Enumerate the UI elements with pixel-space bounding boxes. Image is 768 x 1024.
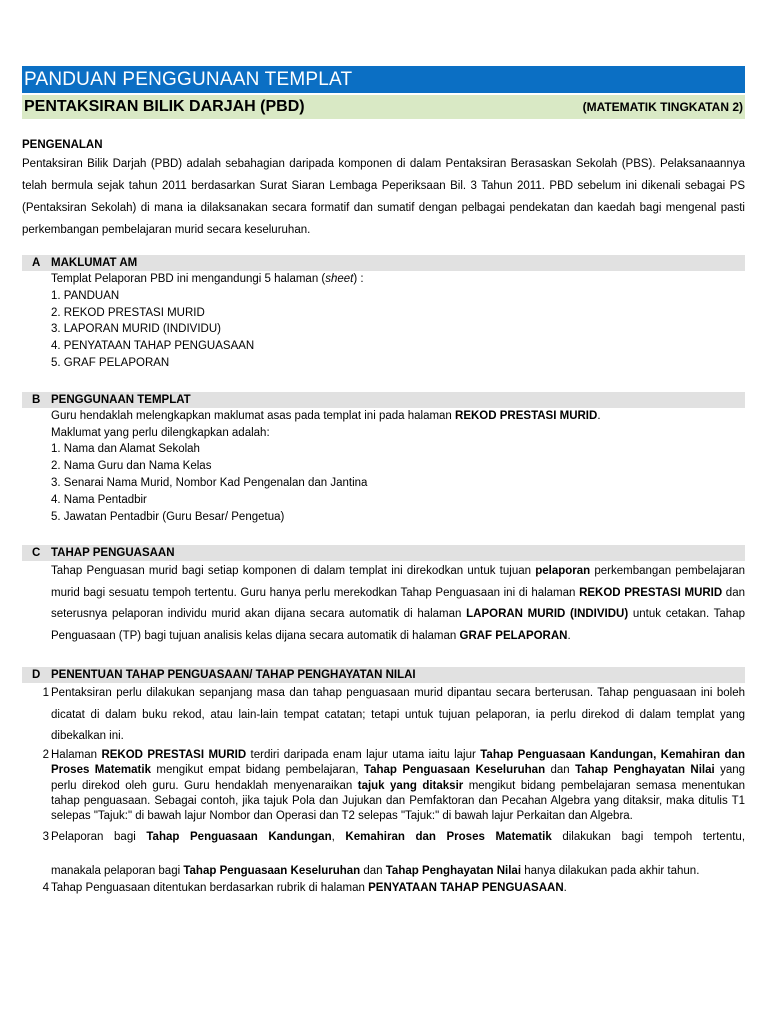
section-d-item-4 — [22, 880, 745, 896]
item-number: 2 — [42, 748, 49, 761]
section-a-intro-post: ) : — [353, 273, 364, 285]
section-c-header — [22, 545, 745, 561]
document-page — [22, 66, 745, 896]
item-bold: tajuk yang ditaksir — [357, 779, 464, 792]
section-c-text-5: . — [567, 629, 571, 642]
section-d — [22, 667, 745, 896]
document-title: PANDUAN PENGGUNAAN TEMPLAT — [22, 66, 745, 93]
section-b-line1-post: . — [597, 409, 601, 422]
section-c-bold-1: pelaporan — [535, 565, 591, 578]
item-text: . — [563, 881, 567, 894]
section-a-intro — [51, 271, 745, 288]
section-b-line2: Maklumat yang perlu dilengkapkan adalah: — [51, 426, 270, 439]
item-text: mengikut empat bidang pembelajaran, — [150, 764, 364, 777]
subtitle-text: PENTAKSIRAN BILIK DARJAH (PBD) — [24, 98, 305, 115]
section-d-item-1 — [22, 683, 745, 748]
item-bold: PENYATAAN TAHAP PENGUASAAN — [368, 881, 564, 894]
list-item: 3. Senarai Nama Murid, Nombor Kad Pengenalan dan Jantina — [51, 476, 368, 489]
section-d-item-2 — [22, 748, 745, 825]
section-c-bold-3: LAPORAN MURID (INDIVIDU) — [466, 608, 629, 621]
section-b-line1-pre: Guru hendaklah melengkapkan maklumat asas pada templat ini pada halaman — [51, 409, 456, 422]
subject-label: (MATEMATIK TINGKATAN 2) — [582, 100, 743, 114]
item-line-1 — [51, 825, 745, 846]
list-item: 5. GRAF PELAPORAN — [51, 356, 170, 369]
item-bold: Tahap Penguasaan Keseluruhan — [363, 764, 546, 777]
item-text: Halaman — [51, 748, 102, 761]
item-number: 3 — [42, 830, 49, 843]
section-b-letter: B — [32, 393, 41, 406]
section-c — [22, 545, 745, 647]
item-text: terdiri daripada enam lajur utama iaitu lajur — [246, 748, 481, 761]
list-item: 4. PENYATAAN TAHAP PENGUASAAN — [51, 340, 255, 353]
item-bold: Tahap Penguasaan Kandungan — [146, 830, 332, 843]
item-text: Pelaporan bagi — [51, 830, 147, 843]
section-b-line1 — [51, 408, 745, 425]
item-text: dan — [360, 864, 386, 877]
section-b-body — [22, 408, 745, 526]
list-item: 1. PANDUAN — [51, 289, 120, 302]
item-text: manakala pelaporan bagi — [51, 864, 184, 877]
intro-paragraph: Pentaksiran Bilik Darjah (PBD) adalah sebahagian daripada komponen di dalam Pentaksiran Berasaskan Sekolah (PBS). Pelaksanaannya telah bermula sejak tahun 2011 berdasarkan Surat Siaran Lembaga Peperiksaan Bil. 3 Tahun 2011. PBD sebelum ini dikenali sebagai PS (Pentaksiran Sekolah) di mana ia dilaksanakan secara formatif dan sumatif dengan pelbagai pendekatan dan kaedah bagi mengenal pasti perkembangan pembelajaran murid secara keseluruhan. — [22, 158, 745, 236]
section-a-intro-pre: Templat Pelaporan PBD ini mengandungi 5 halaman ( — [51, 273, 326, 285]
item-text: Tahap Penguasaan ditentukan berdasarkan rubrik di halaman — [51, 881, 369, 894]
intro-heading: PENGENALAN — [22, 139, 103, 151]
section-b-title: PENGGUNAAN TEMPLAT — [51, 393, 191, 406]
list-item: 2. REKOD PRESTASI MURID — [51, 306, 205, 319]
item-bold: Kemahiran dan Proses Matematik — [345, 830, 552, 843]
section-b — [22, 392, 745, 526]
item-bold: Tahap Penghayatan Nilai — [575, 764, 715, 777]
list-item: 3. LAPORAN MURID (INDIVIDU) — [51, 323, 221, 336]
section-a-intro-em: sheet — [325, 273, 354, 285]
item-number: 4 — [42, 881, 49, 894]
section-c-paragraph — [22, 561, 745, 647]
item-bold: REKOD PRESTASI MURID — [101, 748, 247, 761]
section-a — [22, 255, 745, 372]
section-c-text-1: Tahap Penguasan murid bagi setiap komponen di dalam templat ini direkodkan untuk tujuan — [51, 565, 536, 578]
section-a-body — [22, 271, 745, 372]
section-a-letter: A — [32, 257, 41, 269]
list-item: 4. Nama Pentadbir — [51, 493, 147, 506]
section-c-letter: C — [32, 547, 41, 560]
item-text: Pentaksiran perlu dilakukan sepanjang masa dan tahap penguasaan murid dipantau secara berterusan. Tahap penguasaan ini boleh dicatat di dalam buku rekod, atau lain-lain tempat catatan; tetapi untuk tujuan pelaporan, ia perlu direkod di dalam templat yang dibekalkan ini. — [51, 687, 745, 743]
list-item: 2. Nama Guru dan Nama Kelas — [51, 460, 212, 473]
item-text: hanya dilakukan pada akhir tahun. — [521, 864, 700, 877]
item-bold: Tahap Penguasaan Keseluruhan — [183, 864, 361, 877]
section-c-bold-2: REKOD PRESTASI MURID — [579, 586, 723, 599]
section-d-title: PENENTUAN TAHAP PENGUASAAN/ TAHAP PENGHAYATAN NILAI — [51, 669, 416, 682]
section-c-text-2: perkembangan pembelajaran murid bagi sesuatu tempoh tertentu. Guru hanya perlu merekodkan Tahap Penguasaan ini di halaman — [51, 565, 745, 599]
item-text: dan — [545, 764, 576, 777]
section-c-text-4: untuk cetakan. Tahap Penguasaan (TP) bagi tujuan analisis kelas dijana secara automatik di halaman — [51, 608, 745, 642]
item-text: dilakukan bagi tempoh tertentu, — [551, 830, 746, 843]
section-c-title: TAHAP PENGUASAAN — [51, 547, 175, 560]
section-b-line1-bold: REKOD PRESTASI MURID — [455, 409, 598, 422]
section-a-title: MAKLUMAT AM — [51, 257, 138, 269]
list-item: 5. Jawatan Pentadbir (Guru Besar/ Pengetua) — [51, 510, 285, 523]
document-subtitle — [22, 95, 745, 119]
item-text: yang perlu direkod oleh guru. Guru hendaklah menyenaraikan — [51, 764, 746, 792]
section-d-header — [22, 667, 745, 683]
item-text: mengikut bidang pembelajaran semasa menentukan tahap penguasaan. Sebagai contoh, jika tajuk Pola dan Jujukan dan Pemfaktoran dan Pecahan Algebra yang ditaksir, maka ditulis T1 selepas "Tajuk:" di bawah lajur Nombor dan Operasi dan T2 selepas "Tajuk:" di bawah lajur Perkaitan dan Algebra. — [51, 779, 745, 823]
item-bold: Tahap Penghayatan Nilai — [385, 864, 522, 877]
section-a-header — [22, 255, 745, 271]
item-number: 1 — [42, 687, 49, 700]
list-item: 1. Nama dan Alamat Sekolah — [51, 443, 200, 456]
section-d-letter: D — [32, 669, 41, 682]
item-line-2 — [51, 862, 745, 880]
section-b-header — [22, 392, 745, 408]
section-d-item-3 — [22, 825, 745, 880]
item-bold: Tahap Penguasaan Kandungan, Kemahiran dan Proses Matematik — [51, 748, 745, 777]
section-c-text-3: dan seterusnya pelaporan individu murid akan dijana secara automatik di halaman — [51, 586, 745, 621]
item-text: , — [331, 830, 346, 843]
section-c-bold-4: GRAF PELAPORAN — [459, 629, 568, 642]
